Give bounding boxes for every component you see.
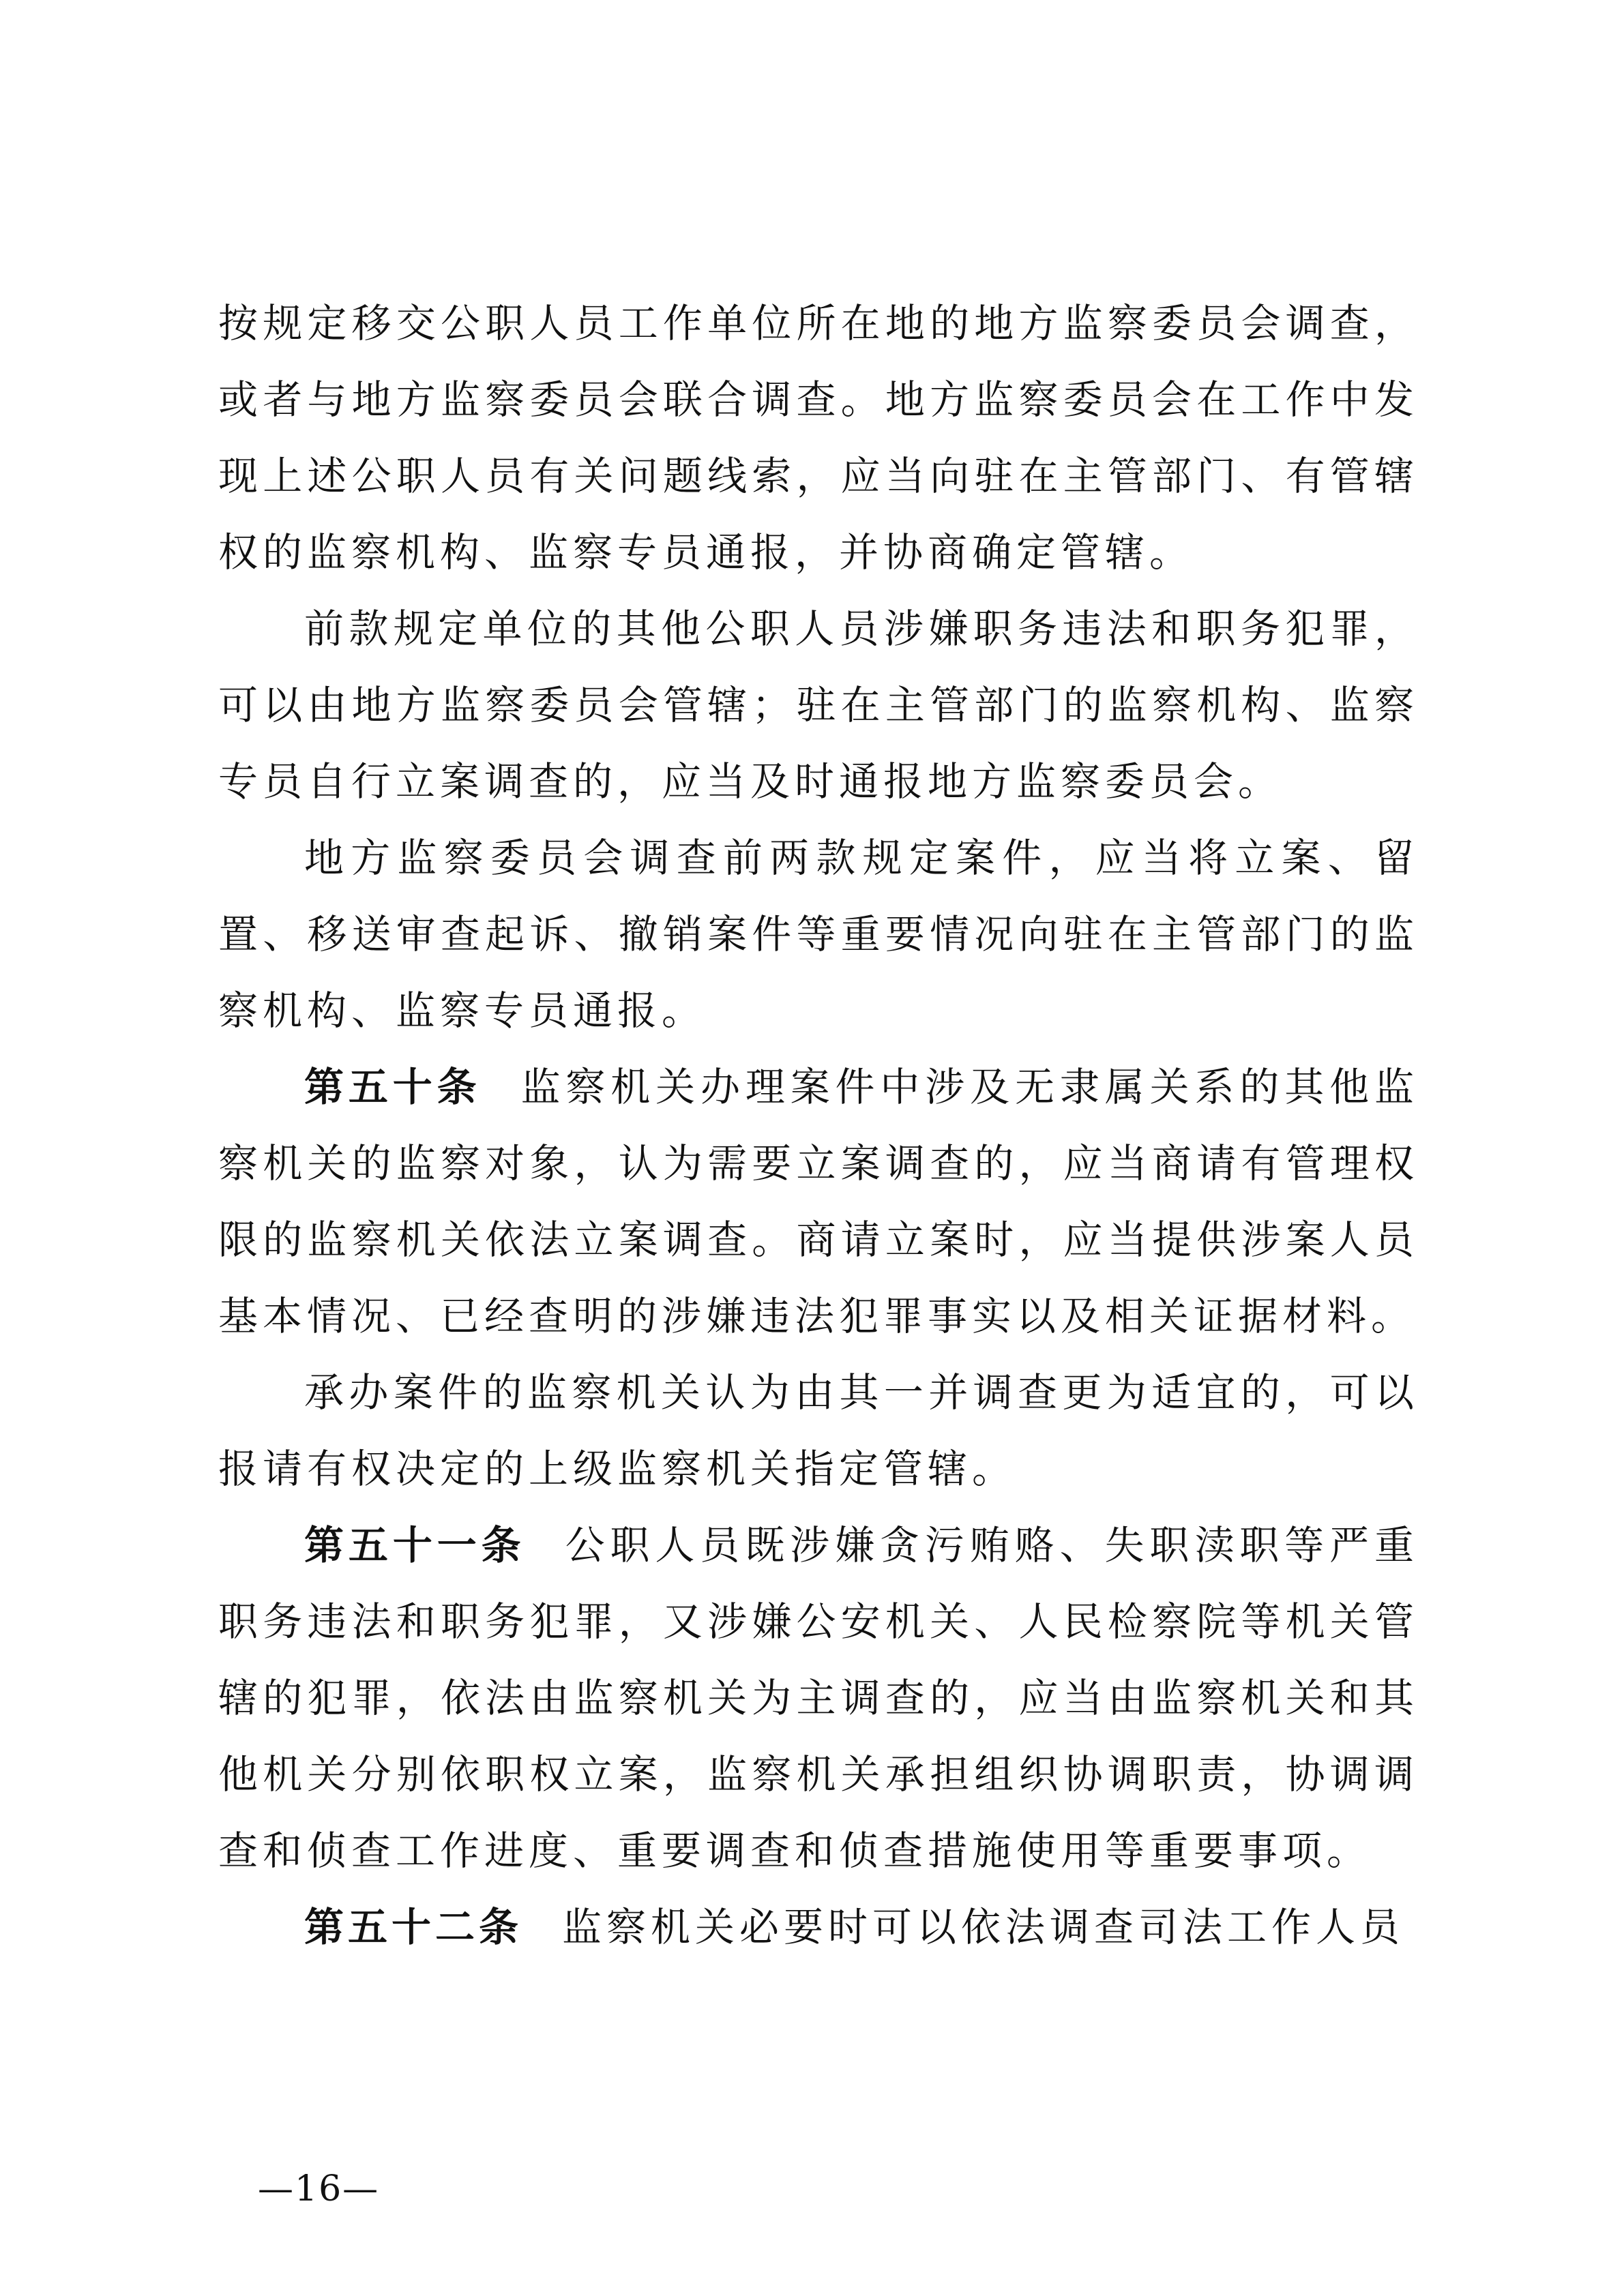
article-50-heading: 第五十条: [304, 1064, 482, 1110]
paragraph-1: [218, 285, 1419, 591]
article-51-heading: 第五十一条: [304, 1522, 526, 1568]
article-50-text: 监察机关办理案件中涉及无隶属关系的其他监察机关的监察对象，认为需要立案调查的，应当商请有管理权限的监察机关依法立案调查。商请立案时，应当提供涉案人员基本情况、已经查明的涉嫌违法犯罪事实以及相关证据材料。: [218, 1064, 1419, 1339]
article-52-heading: 第五十二条: [304, 1904, 523, 1950]
article-51: [218, 1507, 1419, 1889]
article-52-text: 监察机关必要时可以依法调查司法工作人员: [562, 1904, 1405, 1950]
document-body: [218, 285, 1419, 1965]
paragraph-5-text: 承办案件的监察机关认为由其一并调查更为适宜的，可以报请有权决定的上级监察机关指定管辖。: [218, 1369, 1419, 1492]
paragraph-1-text: 按规定移交公职人员工作单位所在地的地方监察委员会调查，或者与地方监察委员会联合调查。地方监察委员会在工作中发现上述公职人员有关问题线索，应当向驻在主管部门、有管辖权的监察机构、监察专员通报，并协商确定管辖。: [218, 300, 1419, 576]
article-51-text: 公职人员既涉嫌贪污贿赂、失职渎职等严重职务违法和职务犯罪，又涉嫌公安机关、人民检察院等机关管辖的犯罪，依法由监察机关为主调查的，应当由监察机关和其他机关分别依职权立案，监察机关承担组织协调职责，协调调查和侦查工作进度、重要调查和侦查措施使用等重要事项。: [218, 1522, 1419, 1874]
paragraph-5: [218, 1354, 1419, 1507]
paragraph-3: [218, 820, 1419, 1049]
paragraph-3-text: 地方监察委员会调查前两款规定案件，应当将立案、留置、移送审查起诉、撤销案件等重要情况向驻在主管部门的监察机构、监察专员通报。: [218, 835, 1419, 1034]
page-number: —16—: [258, 2168, 380, 2209]
paragraph-2: [218, 591, 1419, 820]
article-52: [218, 1889, 1419, 1965]
paragraph-2-text: 前款规定单位的其他公职人员涉嫌职务违法和职务犯罪，可以由地方监察委员会管辖；驻在主管部门的监察机构、监察专员自行立案调查的，应当及时通报地方监察委员会。: [218, 606, 1419, 805]
article-50: [218, 1049, 1419, 1354]
